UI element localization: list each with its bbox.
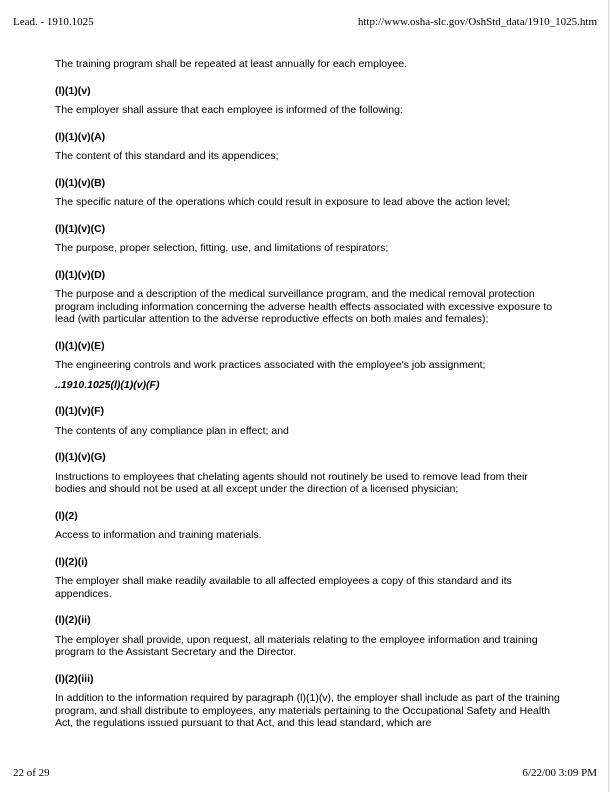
document-title: Lead. - 1910.1025 <box>13 16 94 28</box>
print-header <box>13 16 597 28</box>
document-url: http://www.osha-slc.gov/OshStd_data/1910_1025.htm <box>357 16 597 28</box>
paragraph: The employer shall provide, upon request, all materials relating to the employee information and training program to the Assistant Secretary and the Director. <box>55 633 538 658</box>
section-heading: (l)(2)(iii) <box>55 672 94 685</box>
paragraph: Access to information and training materials. <box>55 529 262 541</box>
print-footer <box>13 767 597 779</box>
section-heading: (l)(1)(v)(A) <box>55 130 106 143</box>
section-heading: (l)(1)(v)(E) <box>55 339 105 352</box>
paragraph: Instructions to employees that chelating agents should not routinely be used to remove lead from their bodies and should not be used at all except under the direction of a licensed physician; <box>55 470 528 495</box>
section-heading: (l)(2) <box>55 509 78 522</box>
paragraph: The engineering controls and work practices associated with the employee's job assignment; <box>55 359 486 371</box>
paragraph: In addition to the information required by paragraph (l)(1)(v), the employer shall include as part of the training program, and shall distribute to employees, any materials pertaining to the Occupational Safety and Health Act, the regulations issued pursuant to that Act, and this lead standard, which are <box>55 692 560 729</box>
paragraph: The purpose, proper selection, fitting, use, and limitations of respirators; <box>55 242 389 254</box>
page-number: 22 of 29 <box>13 767 50 779</box>
section-heading: (l)(1)(v)(D) <box>55 268 106 281</box>
section-heading: (l)(2)(ii) <box>55 614 91 626</box>
document-content <box>55 58 560 730</box>
paragraph: The specific nature of the operations which could result in exposure to lead above the action level; <box>55 196 511 208</box>
paragraph: The content of this standard and its appendices; <box>55 150 279 162</box>
standard-reference: ..1910.1025(l)(1)(v)(F) <box>55 378 160 391</box>
section-heading: (l)(1)(v)(C) <box>55 222 106 235</box>
scan-edge-line <box>608 0 609 792</box>
section-heading: (l)(1)(v)(B) <box>55 176 106 189</box>
section-heading: (l)(1)(v)(G) <box>55 451 106 463</box>
section-heading: (l)(2)(i) <box>55 555 88 568</box>
paragraph: The employer shall assure that each employee is informed of the following: <box>55 104 403 116</box>
paragraph: The employer shall make readily available to all affected employees a copy of this standard and its appendices. <box>55 575 512 600</box>
print-datetime: 6/22/00 3:09 PM <box>522 767 597 779</box>
paragraph: The contents of any compliance plan in effect; and <box>55 424 289 437</box>
section-heading: (l)(1)(v)(F) <box>55 405 104 417</box>
paragraph: The training program shall be repeated at least annually for each employee. <box>55 58 407 70</box>
section-heading: (l)(1)(v) <box>55 84 91 97</box>
paragraph: The purpose and a description of the medical surveillance program, and the medical removal protection program including information concerning the adverse health effects associated with excessive exposure to lead (with particular attention to the adverse reproductive effects on both males and females); <box>55 288 553 325</box>
